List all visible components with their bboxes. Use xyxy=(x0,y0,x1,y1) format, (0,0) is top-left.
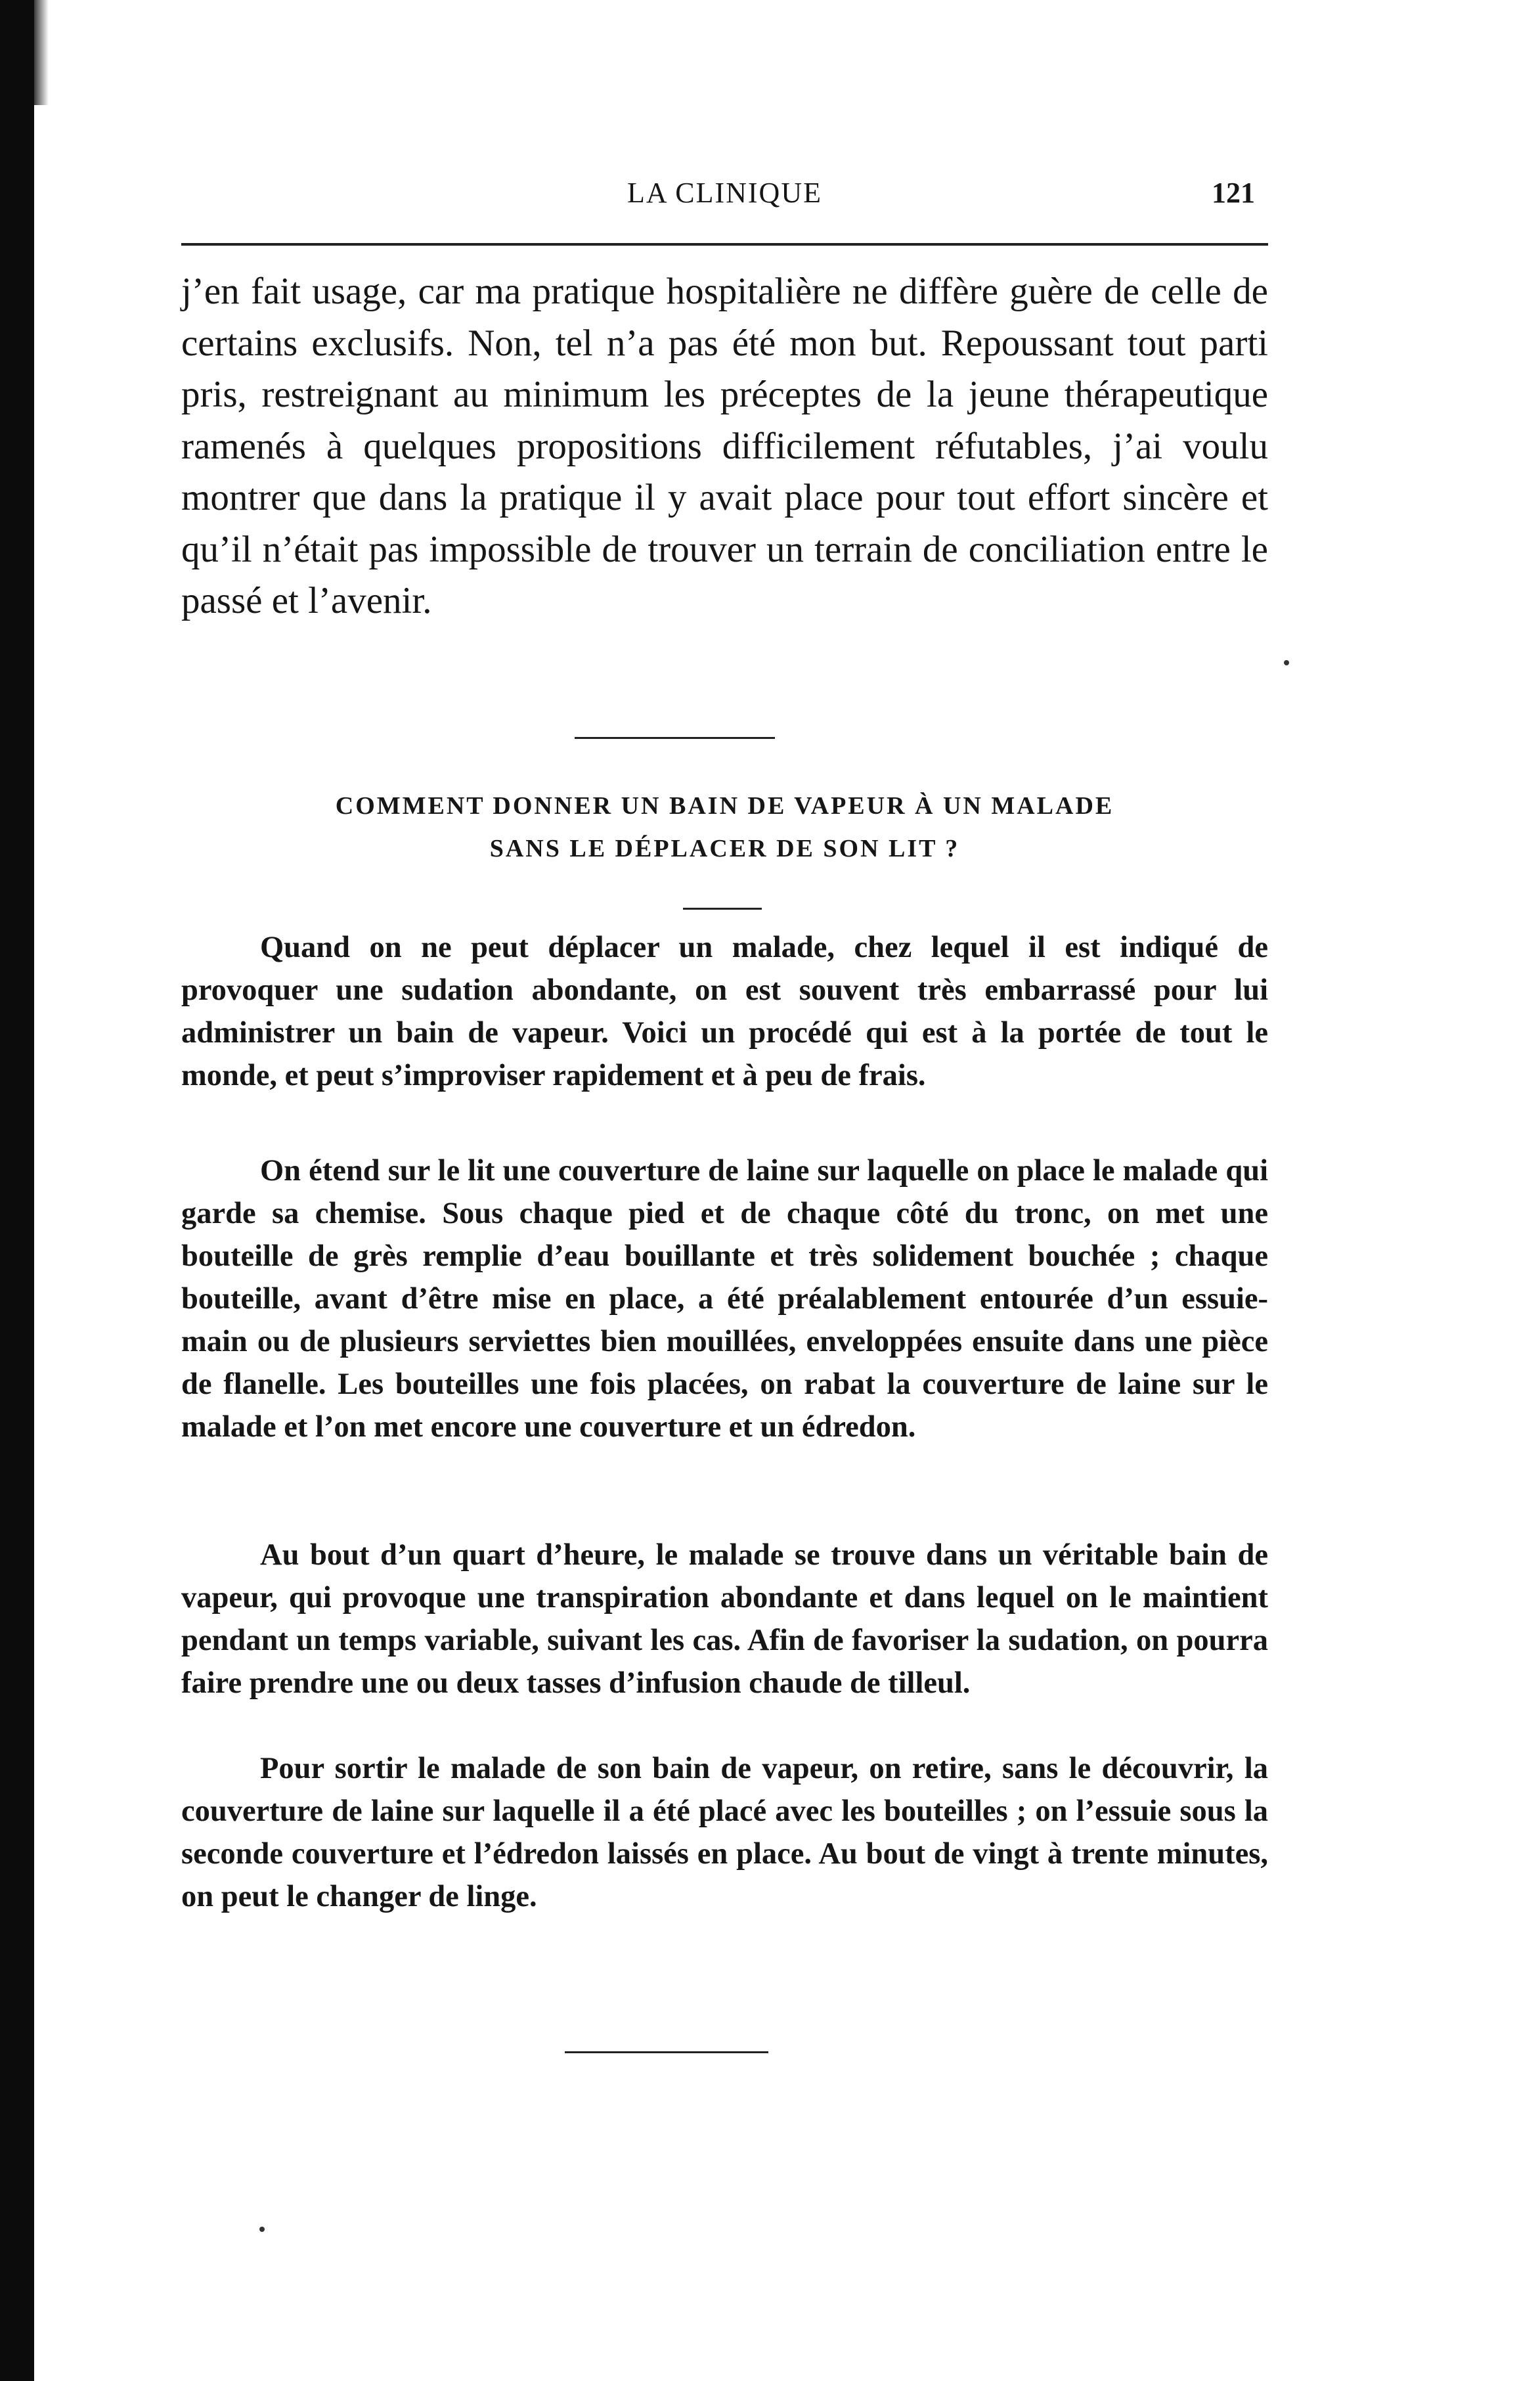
body-paragraph-2: On étend sur le lit une couverture de laine sur laquelle on place le malade qui garde sa chemise. Sous chaque pied et de chaque côté du tronc, on met une bouteille de grès remplie d’eau bouillante et très solidement bouchée ; chaque bouteille, avant d’être mise en place, a été préalablement entourée d’un essuie-main ou de plusieurs serviettes bien mouillées, enveloppées ensuite dans une pièce de flanelle. Les bouteilles une fois placées, on rabat la couverture de laine sur le malade et l’on met encore une couverture et un édredon. xyxy=(181,1154,1268,1444)
running-header xyxy=(181,176,1268,229)
section-divider-bottom xyxy=(565,2051,768,2053)
page-number: 121 xyxy=(1212,177,1255,209)
page-binding-edge xyxy=(0,0,34,2381)
paper-speck xyxy=(259,2227,265,2232)
section-heading-line-1: COMMENT DONNER UN BAIN DE VAPEUR À UN MALADE xyxy=(335,792,1114,820)
section-heading xyxy=(181,785,1268,870)
section-divider-top xyxy=(575,737,775,739)
running-title: LA CLINIQUE xyxy=(627,177,822,209)
section-heading-line-2: SANS LE DÉPLACER DE SON LIT ? xyxy=(489,835,960,862)
binding-shadow xyxy=(34,0,49,105)
header-rule xyxy=(181,243,1268,246)
heading-underline-rule xyxy=(683,908,762,910)
body-paragraph-3: Au bout d’un quart d’heure, le malade se trouve dans un véritable bain de vapeur, qui provoque une transpiration abondante et dans lequel on le maintient pendant un temps variable, suivant les cas. Afin de favoriser la sudation, on pourra faire prendre une ou deux tasses d’infusion chaude de tilleul. xyxy=(181,1538,1268,1700)
body-paragraph-1: Quand on ne peut déplacer un malade, chez lequel il est indiqué de provoquer une sudation abondante, on est souvent très embarrassé pour lui administrer un bain de vapeur. Voici un procédé qui est à la portée de tout le monde, et peut s’improviser rapidement et à peu de frais. xyxy=(181,931,1268,1092)
intro-paragraph: j’en fait usage, car ma pratique hospitalière ne diffère guère de celle de certains exclusifs. Non, tel n’a pas été mon but. Repoussant tout parti pris, restreignant au minimum les préceptes de la jeune thérapeutique ramenés à quelques propositions difficilement réfutables, j’ai voulu montrer que dans la pratique il y avait place pour tout effort sincère et qu’il n’était pas impossible de trouver un terrain de conciliation entre le passé et l’avenir. xyxy=(181,271,1268,621)
body-paragraph-4: Pour sortir le malade de son bain de vapeur, on retire, sans le découvrir, la couverture de laine sur laquelle il a été placé avec les bouteilles ; on l’essuie sous la seconde couverture et l’édredon laissés en place. Au bout de vingt à trente minutes, on peut le changer de linge. xyxy=(181,1752,1268,1913)
paper-speck xyxy=(1284,660,1289,665)
